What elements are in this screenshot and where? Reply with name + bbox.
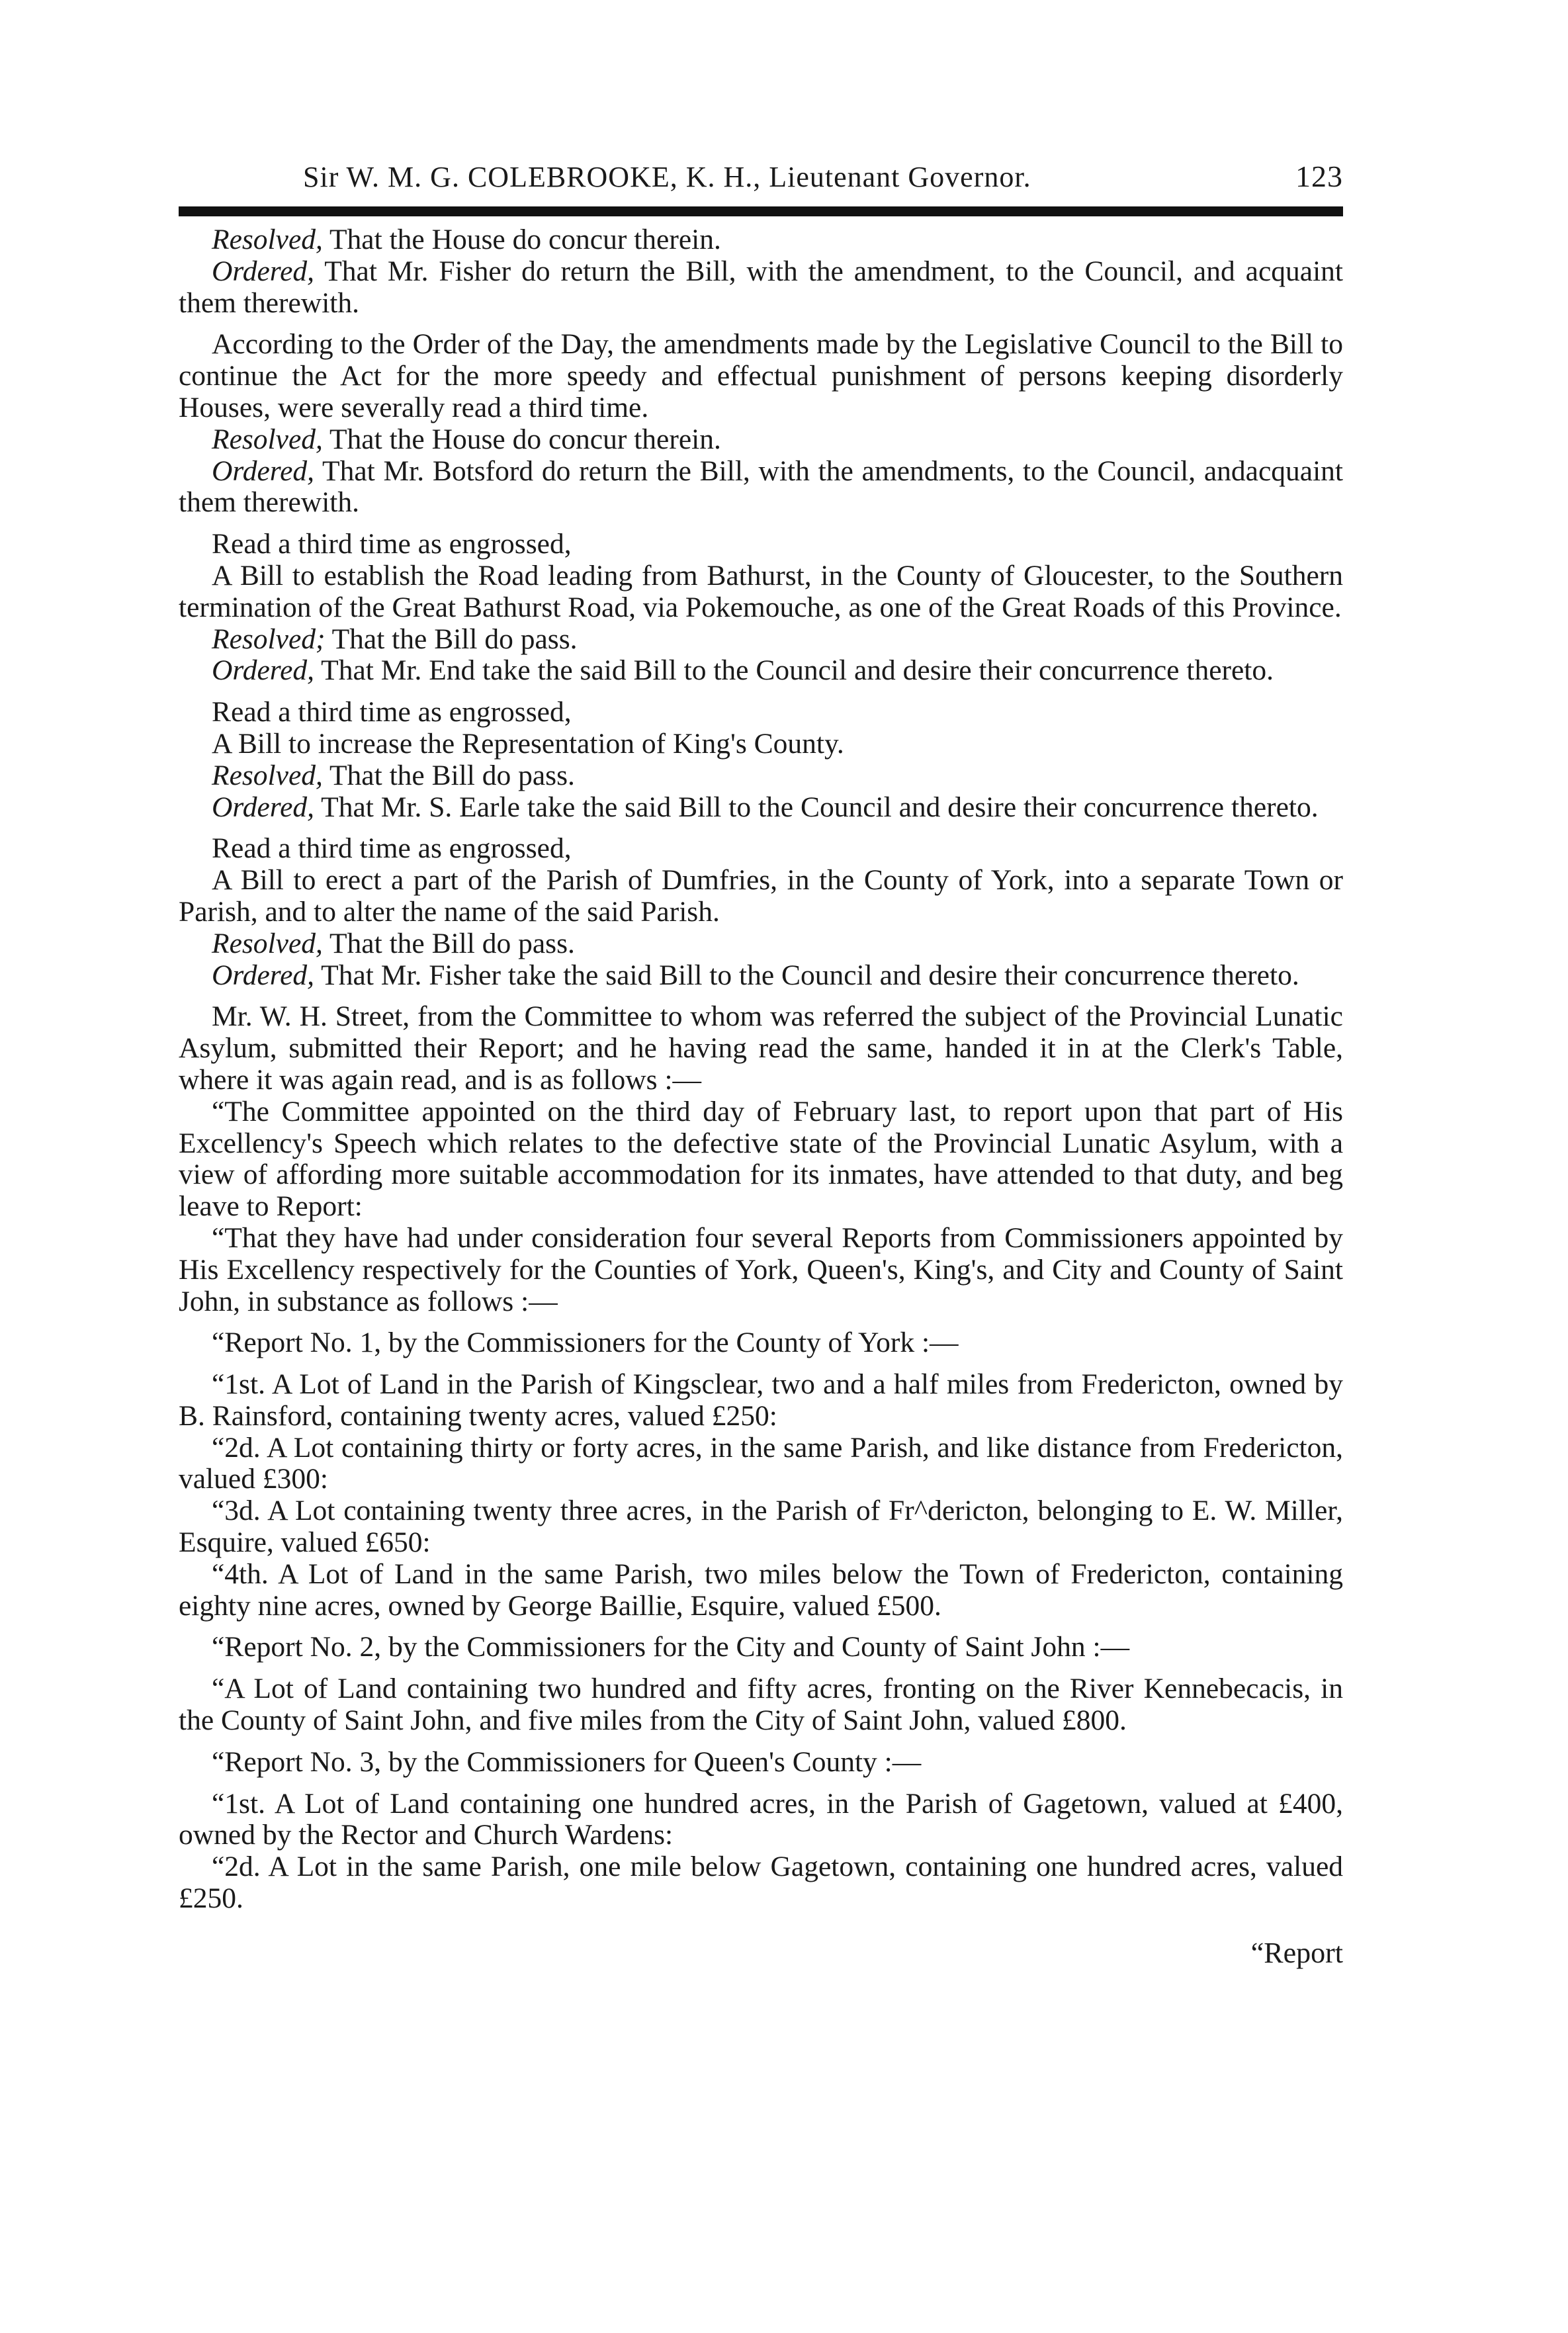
paragraph-text: A Bill to establish the Road leading from Bathurst, in the County of Gloucester, to the Southern termination of the Great Bathurst Road, via Pokemouche, as one of the Great Roads of this Province. [179,559,1343,623]
paragraph [179,224,1343,256]
paragraph-lead: Ordered, [212,455,315,487]
paragraph-text: That Mr. Botsford do return the Bill, with the amendments, to the Council, andacquaint them therewith. [179,455,1343,519]
paragraph-text: That Mr. Fisher take the said Bill to the Council and desire their concurrence thereto. [314,959,1299,991]
paragraph [179,1747,1343,1779]
paragraph [179,728,1343,760]
paragraph-lead: Ordered, [212,791,315,823]
paragraph [179,424,1343,456]
paragraph-lead: Ordered, [212,654,315,687]
page-number: 123 [1295,159,1343,193]
paragraph-text: That Mr. Fisher do return the Bill, with the amendment, to the Council, and acquaint them therewith. [179,255,1343,319]
paragraph-text: That Mr. End take the said Bill to the Council and desire their concurrence thereto. [314,654,1274,687]
paragraph-text: Read a third time as engrossed, [212,696,572,728]
paragraph [179,697,1343,728]
header-rule [179,206,1343,216]
paragraph-text: That the Bill do pass. [325,623,578,655]
paragraph-lead: Ordered, [212,255,315,287]
paragraph-text: Mr. W. H. Street, from the Committee to whom was referred the subject of the Provincial Lunatic Asylum, submitted their Report; and he having read the same, handed it in at the Clerk's Table, where it was again read, and is as follows :— [179,1000,1343,1096]
paragraph [179,865,1343,928]
paragraph [179,1673,1343,1737]
paragraph [179,1096,1343,1223]
paragraph [179,1851,1343,1915]
paragraph-text: “Report No. 1, by the Commissioners for the County of York :— [212,1327,959,1359]
paragraph [179,960,1343,992]
paragraph-lead: Resolved, [212,927,323,959]
paragraph [179,256,1343,320]
paragraph-text: “That they have had under consideration four several Reports from Commissioners appointed by His Excellency respectively for the Counties of York, Queen's, King's, and City and County of Saint John, in substance as follows :— [179,1221,1343,1317]
paragraph-lead: Resolved, [212,224,323,255]
paragraph [179,792,1343,824]
paragraph-text: A Bill to erect a part of the Parish of Dumfries, in the County of York, into a separate Town or Parish, and to alter the name of the said Parish. [179,864,1343,928]
paragraph [179,1632,1343,1663]
paragraph [179,1369,1343,1432]
paragraph [179,529,1343,560]
paragraph-text: “4th. A Lot of Land in the same Parish, two miles below the Town of Fredericton, containing eighty nine acres, owned by George Baillie, Esquire, valued £500. [179,1558,1343,1622]
paragraph-text: That the Bill do pass. [322,927,575,959]
paragraph-lead: Resolved, [212,759,323,791]
paragraph [179,1495,1343,1559]
paragraph-text: Read a third time as engrossed, [212,832,572,865]
running-header [179,159,1343,201]
paragraph-text: That Mr. S. Earle take the said Bill to the Council and desire their concurrence thereto. [314,791,1319,823]
paragraph-text: A Bill to increase the Representation of King's County. [212,727,844,760]
paragraph-lead: Resolved, [212,423,323,455]
paragraph-text: “1st. A Lot of Land in the Parish of Kingsclear, two and a half miles from Fredericton, owned by B. Rainsford, containing twenty acres, valued £250: [179,1368,1343,1432]
paragraph-text: According to the Order of the Day, the amendments made by the Legislative Council to the Bill to continue the Act for the more speedy and effectual punishment of persons keeping disorderly Houses, were severally read a third time. [179,328,1343,423]
paragraph-lead: Ordered, [212,959,315,991]
paragraph [179,655,1343,687]
paragraph [179,1223,1343,1317]
paragraph [179,1432,1343,1496]
document-page [179,159,1343,1970]
paragraph-text: “2d. A Lot in the same Parish, one mile below Gagetown, containing one hundred acres, valued £250. [179,1851,1343,1915]
paragraph-text: “1st. A Lot of Land containing one hundred acres, in the Parish of Gagetown, valued at £400, owned by the Rector and Church Wardens: [179,1787,1343,1851]
paragraph-text: Read a third time as engrossed, [212,528,572,560]
paragraph [179,624,1343,656]
paragraph-text: “The Committee appointed on the third day of February last, to report upon that part of His Excellency's Speech which relates to the defective state of the Provincial Lunatic Asylum, with a view of affording more suitable accommodation for its inmates, have attended to that duty, and beg leave to Report: [179,1095,1343,1223]
paragraph-text: “A Lot of Land containing two hundred and fifty acres, fronting on the River Kennebecacis, in the County of Saint John, and five miles from the City of Saint John, valued £800. [179,1673,1343,1737]
paragraph [179,329,1343,423]
paragraph-text: “3d. A Lot containing twenty three acres, in the Parish of Fr^dericton, belonging to E. W. Miller, Esquire, valued £650: [179,1495,1343,1559]
paragraph [179,833,1343,865]
paragraph [179,560,1343,624]
paragraph [179,1327,1343,1359]
paragraph-text: That the Bill do pass. [322,759,575,791]
paragraph-text: “Report No. 2, by the Commissioners for the City and County of Saint John :— [212,1631,1130,1663]
catchword: “Report [1250,1936,1343,1969]
paragraph-text: “Report No. 3, by the Commissioners for Queen's County :— [212,1745,922,1778]
paragraph [179,1788,1343,1852]
paragraph-text: That the House do concur therein. [322,224,721,255]
paragraph-lead: Resolved; [212,623,326,655]
paragraph [179,456,1343,519]
body-text [179,224,1343,1915]
paragraph [179,1559,1343,1622]
paragraph-text: “2d. A Lot containing thirty or forty acres, in the same Parish, and like distance from Fredericton, valued £300: [179,1431,1343,1495]
paragraph [179,928,1343,960]
header-title: Sir W. M. G. COLEBROOKE, K. H., Lieutenant Governor. [303,161,1031,193]
paragraph [179,1001,1343,1096]
paragraph [179,760,1343,792]
paragraph-text: That the House do concur therein. [322,423,721,455]
